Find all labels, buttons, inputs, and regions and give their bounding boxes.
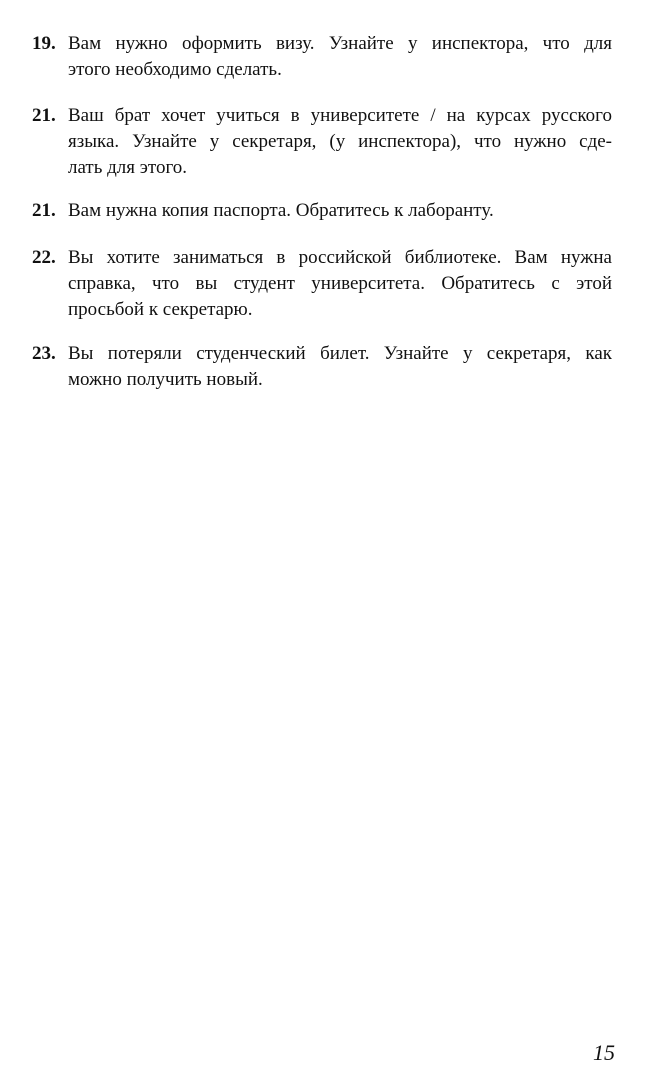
exercise-text-line: Вам нужна копия паспорта. Обратитесь к лаборанту. [68, 200, 494, 221]
page-number: 15 [593, 1040, 615, 1065]
exercise-text-line: Вам нужно оформить визу. Узнайте у инспектора, что для [68, 33, 612, 54]
exercise-19 [32, 31, 612, 83]
exercise-number: 21. [32, 105, 56, 126]
exercise-text-line: Ваш брат хочет учиться в университете / на курсах русского [68, 105, 612, 126]
exercise-text-line: этого необходимо сделать. [68, 59, 282, 80]
exercise-21-university [32, 103, 612, 181]
exercise-21-passport [32, 198, 612, 224]
exercise-text-line: лать для этого. [68, 157, 188, 178]
exercise-number: 23. [32, 343, 56, 364]
exercise-number: 21. [32, 200, 56, 221]
exercise-text-line: Вы хотите заниматься в российской библиотеке. Вам нужна [68, 247, 612, 268]
exercise-number: 22. [32, 247, 56, 268]
exercise-22 [32, 245, 612, 323]
exercise-text-line: можно получить новый. [68, 369, 263, 390]
exercise-text-line: справка, что вы студент университета. Обратитесь с этой [68, 273, 612, 294]
exercise-text-line: языка. Узнайте у секретаря, (у инспектора), что нужно сде- [68, 131, 612, 152]
exercise-number: 19. [32, 33, 56, 54]
exercise-23 [32, 341, 612, 393]
exercise-text-line: просьбой к секретарю. [68, 299, 253, 320]
exercise-text-line: Вы потеряли студенческий билет. Узнайте у секретаря, как [68, 343, 612, 364]
